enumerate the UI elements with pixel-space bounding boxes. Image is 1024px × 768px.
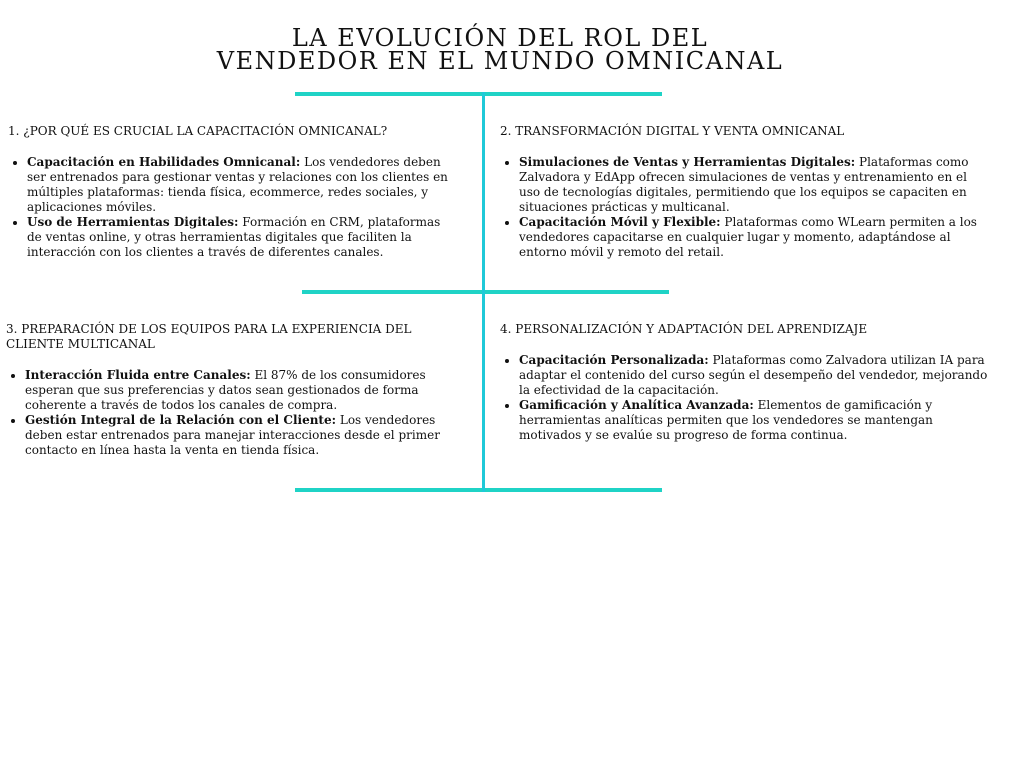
item-title: Uso de Herramientas Digitales: bbox=[27, 215, 239, 229]
item-text: El 87% de los consumidores esperan que sus preferencias y datos sean gestionados de forma coherente a través de todos los canales de compra. bbox=[25, 368, 426, 412]
list-item bbox=[519, 398, 990, 443]
divider-vertical bbox=[482, 92, 485, 492]
item-title: Capacitación en Habilidades Omnicanal: bbox=[27, 155, 301, 169]
item-text: Plataformas como WLearn permiten a los vendedores capacitarse en cualquier lugar y momento, adaptándose al entorno móvil y remoto del retail. bbox=[519, 215, 977, 259]
item-title: Simulaciones de Ventas y Herramientas Digitales: bbox=[519, 155, 856, 169]
bullet-list bbox=[500, 353, 990, 443]
divider-top bbox=[295, 92, 662, 96]
section-team-preparation bbox=[6, 322, 458, 458]
item-title: Interacción Fluida entre Canales: bbox=[25, 368, 251, 382]
section-heading: 4. PERSONALIZACIÓN Y ADAPTACIÓN DEL APRENDIZAJE bbox=[500, 322, 868, 336]
list-item bbox=[27, 155, 458, 215]
divider-bottom bbox=[295, 488, 662, 492]
bullet-list bbox=[500, 155, 990, 260]
section-digital-transformation bbox=[500, 124, 990, 260]
list-item bbox=[25, 368, 458, 413]
list-item bbox=[27, 215, 458, 260]
list-item bbox=[519, 353, 990, 398]
title-line-2: VENDEDOR EN EL MUNDO OMNICANAL bbox=[216, 47, 784, 75]
bullet-list bbox=[8, 155, 458, 260]
item-title: Gamificación y Analítica Avanzada: bbox=[519, 398, 754, 412]
list-item bbox=[519, 215, 990, 260]
item-text: Formación en CRM, plataformas de ventas online, y otras herramientas digitales que faciliten la interacción con los clientes a través de diferentes canales. bbox=[27, 215, 441, 259]
item-title: Capacitación Móvil y Flexible: bbox=[519, 215, 721, 229]
page-title bbox=[0, 24, 1000, 75]
divider-middle bbox=[302, 290, 669, 294]
list-item bbox=[519, 155, 990, 215]
item-title: Gestión Integral de la Relación con el Cliente: bbox=[25, 413, 337, 427]
section-why-omnichannel-training bbox=[8, 124, 458, 260]
section-heading: 2. TRANSFORMACIÓN DIGITAL Y VENTA OMNICANAL bbox=[500, 124, 845, 138]
item-text: Elementos de gamificación y herramientas analíticas permiten que los vendedores se mantengan motivados y se evalúe su progreso de forma continua. bbox=[519, 398, 933, 442]
section-heading: 3. PREPARACIÓN DE LOS EQUIPOS PARA LA EXPERIENCIA DEL CLIENTE MULTICANAL bbox=[6, 322, 412, 351]
item-text: Plataformas como Zalvadora utilizan IA para adaptar el contenido del curso según el desempeño del vendedor, mejorando la efectividad de la capacitación. bbox=[519, 353, 988, 397]
section-heading: 1. ¿POR QUÉ ES CRUCIAL LA CAPACITACIÓN OMNICANAL? bbox=[8, 124, 388, 138]
bullet-list bbox=[6, 368, 458, 458]
list-item bbox=[25, 413, 458, 458]
item-text: Los vendedores deben estar entrenados para manejar interacciones desde el primer contacto en línea hasta la venta en tienda física. bbox=[25, 413, 440, 457]
item-title: Capacitación Personalizada: bbox=[519, 353, 709, 367]
item-text: Plataformas como Zalvadora y EdApp ofrecen simulaciones de ventas y entrenamiento en el uso de tecnologías digitales, permitiendo que los equipos se capaciten en situaciones prácticas y multicanal. bbox=[519, 155, 969, 214]
section-personalization bbox=[500, 322, 990, 443]
title-line-1: LA EVOLUCIÓN DEL ROL DEL bbox=[291, 24, 709, 52]
item-text: Los vendedores deben ser entrenados para gestionar ventas y relaciones con los clientes en múltiples plataformas: tienda física, ecommerce, redes sociales, y aplicaciones móviles. bbox=[27, 155, 448, 214]
